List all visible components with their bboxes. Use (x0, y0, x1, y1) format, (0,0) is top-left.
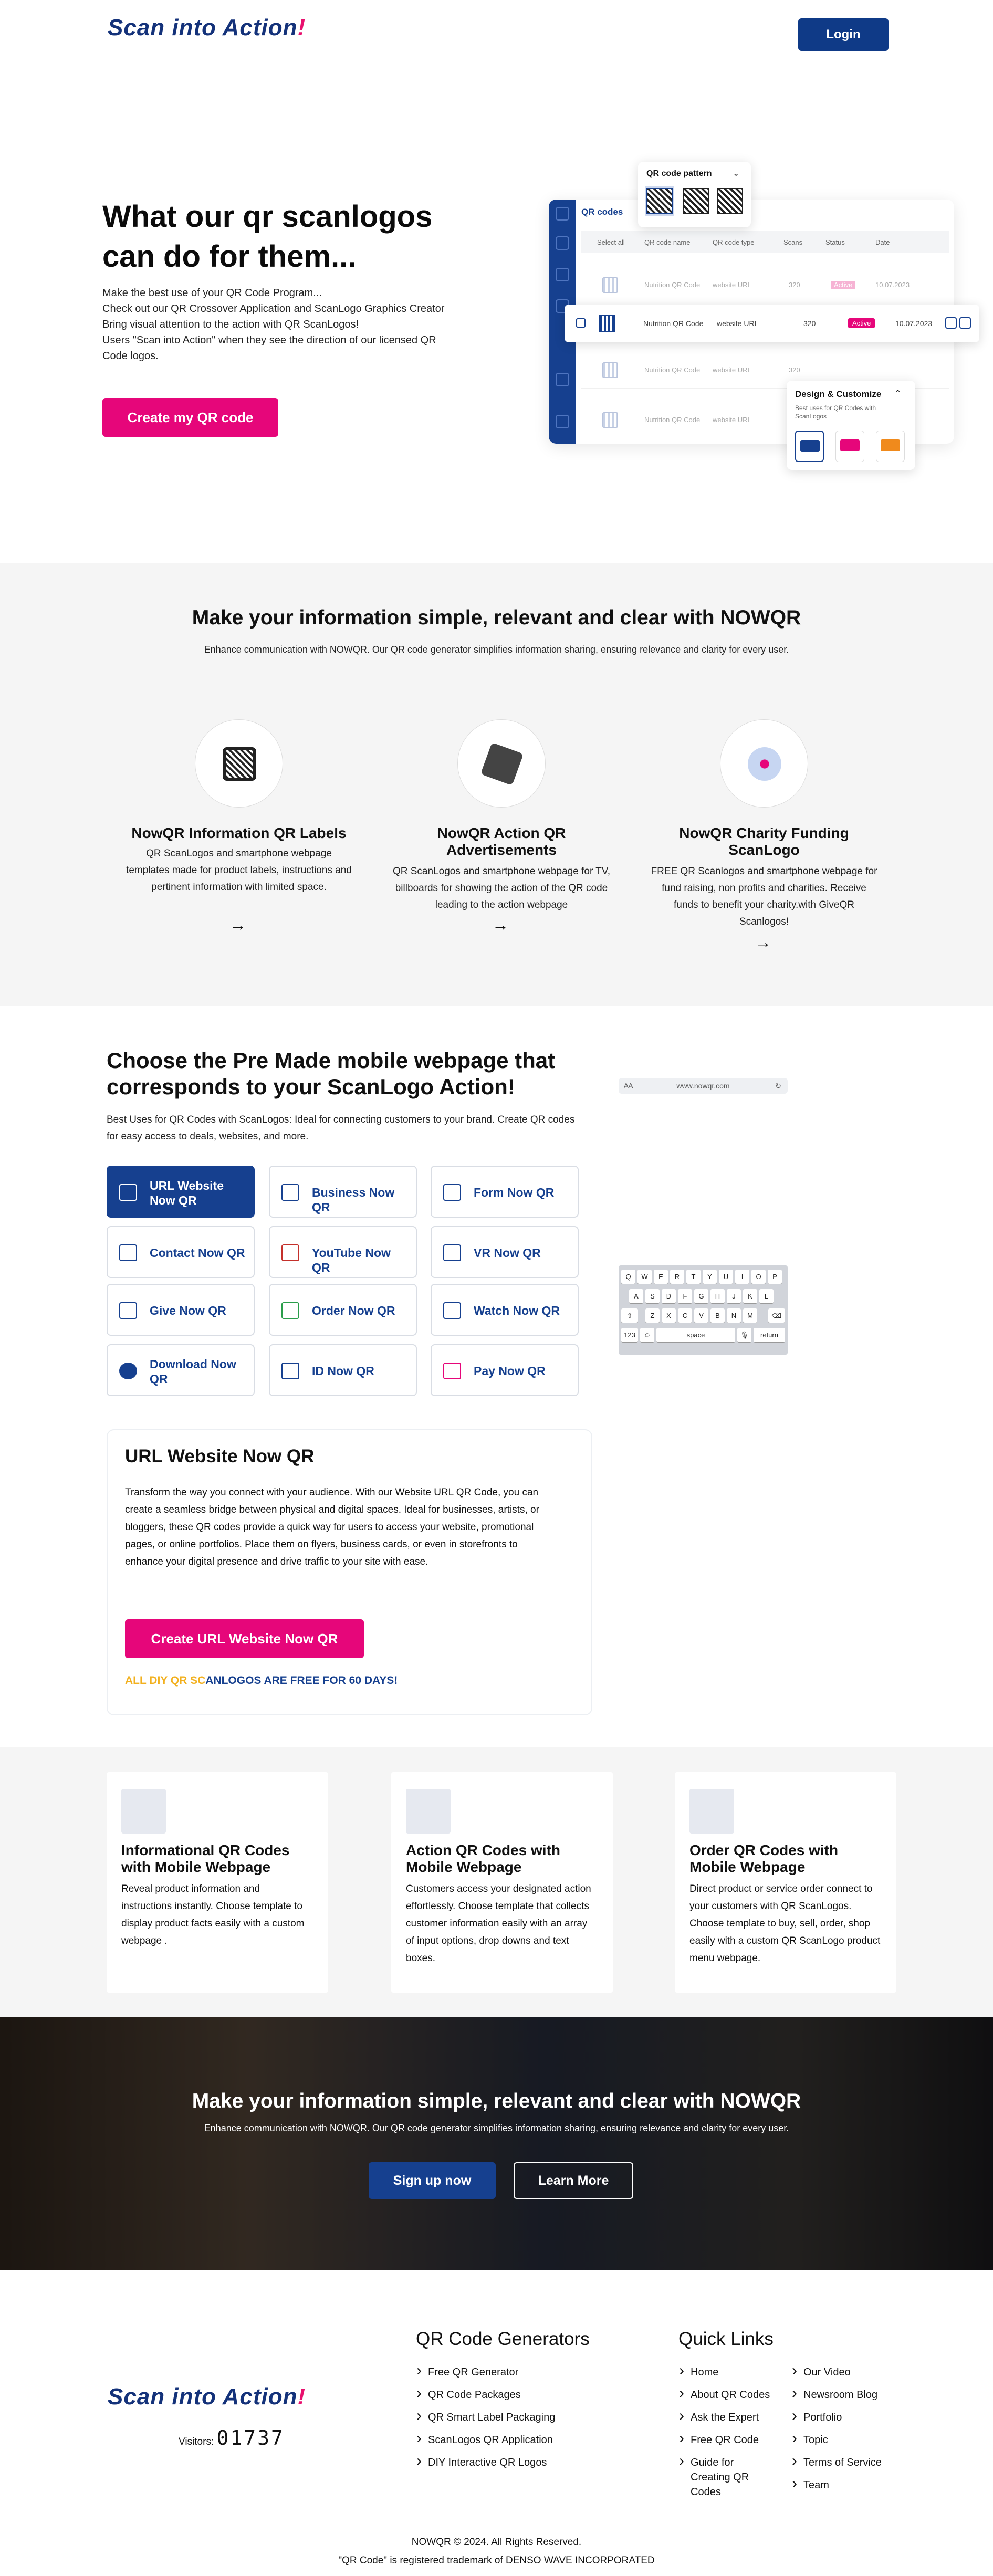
button-label: Contact Now QR (150, 1246, 245, 1260)
copyright: NOWQR © 2024. All Rights Reserved. (411, 2537, 582, 2548)
column-scans: Scans (783, 238, 803, 246)
row-name: Nutrition QR Code (644, 416, 701, 424)
give-now-qr-button[interactable] (107, 1284, 255, 1336)
feature-text: QR ScanLogos and smartphone webpage templates made for product labels, instructions and pertinent information with limited space. (126, 848, 352, 893)
button-label: Order Now QR (312, 1304, 395, 1317)
url-website-now-qr-button[interactable] (107, 1166, 255, 1218)
learn-more-button[interactable]: Learn More (514, 2162, 633, 2199)
phone-icon (119, 1244, 137, 1261)
keyboard-key: T (686, 1270, 701, 1284)
footer-link[interactable]: › About QR Codes (691, 2387, 780, 2402)
keyboard-key: B (710, 1308, 725, 1323)
swatch-color (840, 439, 860, 451)
sign-up-button[interactable]: Sign up now (369, 2162, 496, 2199)
keyboard-key: A (629, 1289, 643, 1303)
reload-icon: ↻ (775, 1082, 781, 1090)
keyboard-key: R (670, 1270, 684, 1284)
button-label: Form Now QR (474, 1186, 555, 1199)
qr-pattern-option-icon[interactable] (683, 188, 709, 214)
pay-now-qr-button[interactable] (431, 1344, 579, 1396)
dashboard-header: QR codes (581, 207, 623, 217)
generators-heading: QR Code Generators (416, 2329, 590, 2349)
free-promo-b: ANLOGOS ARE FREE FOR 60 DAYS! (205, 1674, 398, 1687)
numbers-key: 123 (621, 1328, 638, 1342)
download-icon (119, 1363, 137, 1379)
mic-icon: 🎙 (737, 1328, 751, 1342)
cta-banner-title: Make your information simple, relevant and clear with NOWQR (192, 2090, 801, 2112)
row-name: Nutrition QR Code (643, 319, 704, 328)
chevron-up-icon: ⌃ (894, 389, 902, 398)
www-icon (119, 1184, 137, 1201)
card-title: Order QR Codes with Mobile Webpage (689, 1842, 839, 1875)
qr-pattern-popup (638, 162, 751, 227)
row-scans: 320 (789, 366, 800, 374)
column-status: Status (825, 238, 845, 246)
order-cart-icon (281, 1302, 299, 1319)
button-label: ID Now QR (312, 1364, 374, 1378)
qr-pattern-option-icon[interactable] (717, 188, 743, 214)
status-badge: Active (848, 318, 875, 328)
button-label: Watch Now QR (474, 1304, 560, 1317)
swatch-color (881, 439, 900, 451)
feature-title: NowQR Charity Funding ScanLogo (679, 825, 849, 858)
qr-type-card (675, 1772, 896, 1993)
login-button[interactable]: Login (798, 18, 889, 51)
footer-link[interactable]: › Guide for Creating QR Codes (691, 2455, 759, 2499)
footer-link[interactable]: › Portfolio (803, 2410, 908, 2425)
info-qr-icon (121, 1789, 166, 1834)
footer-link[interactable]: › Newsroom Blog (803, 2387, 908, 2402)
order-qr-icon (689, 1789, 734, 1834)
button-label: Pay Now QR (474, 1364, 546, 1378)
column-date: Date (875, 238, 890, 246)
footer-link[interactable]: › Topic (803, 2433, 908, 2447)
row-date: 10.07.2023 (875, 281, 910, 289)
logo-text: Scan into Action (108, 2384, 298, 2410)
id-now-qr-button[interactable] (269, 1344, 417, 1396)
keyboard-key: V (694, 1308, 708, 1323)
button-label: VR Now QR (474, 1246, 541, 1260)
footer-logo[interactable] (108, 2384, 306, 2410)
charity-icon (720, 719, 808, 808)
keyboard-key: U (719, 1270, 733, 1284)
free-promo-a: ALL DIY QR SC (125, 1674, 206, 1687)
qr-thumb-icon (602, 412, 618, 428)
vr-headset-icon (443, 1244, 461, 1261)
dashboard-nav-icon (556, 415, 569, 428)
action-qr-icon (406, 1789, 451, 1834)
qr-pattern-option-icon[interactable] (646, 188, 673, 214)
keyboard-key: D (662, 1289, 676, 1303)
keyboard-key: E (654, 1270, 668, 1284)
keyboard-key: S (645, 1289, 660, 1303)
qr-type-card (391, 1772, 613, 1993)
create-qr-button[interactable]: Create my QR code (102, 398, 278, 437)
footer-link[interactable]: › QR Smart Label Packaging (428, 2410, 575, 2425)
logo-bang: ! (297, 15, 306, 40)
cta-banner-subtitle: Enhance communication with NOWQR. Our QR code generator simplifies information sharing, ensuring relevance and clarity for every user. (204, 2123, 789, 2133)
row-scans: 320 (803, 319, 816, 328)
card-title: Informational QR Codes with Mobile Webpage (121, 1842, 290, 1875)
template-title: URL Website Now QR (125, 1446, 315, 1467)
keyboard-key: F (678, 1289, 692, 1303)
hero-line: Users "Scan into Action" when they see the direction of our licensed QR Code logos. (102, 334, 436, 362)
select-all-label: Select all (597, 238, 625, 246)
keyboard-key: H (710, 1289, 725, 1303)
card-text: Customers access your designated action effortlessly. Choose template that collects customer information easily with an array of input options, drop downs and text boxes. (406, 1883, 591, 1964)
keyboard-key: K (743, 1289, 757, 1303)
qr-thumb-icon (602, 277, 618, 293)
site-logo[interactable] (108, 15, 306, 41)
feature-text: FREE QR Scanlogos and smartphone webpage for fund raising, non profits and charities. Receive funds to benefit your charity.with GiveQR Scanlogos! (651, 866, 877, 927)
footer-link[interactable]: › Free QR Code (691, 2433, 780, 2447)
dashboard-nav-icon (556, 373, 569, 386)
logo-bang: ! (297, 2384, 306, 2410)
row-date: 10.07.2023 (895, 319, 933, 328)
keyboard-key: M (743, 1308, 757, 1323)
briefcase-icon (281, 1184, 299, 1201)
keyboard-key: C (678, 1308, 692, 1323)
keyboard-key: L (759, 1289, 774, 1303)
return-key: return (754, 1328, 785, 1342)
feature-title: NowQR Action QR Advertisements (437, 825, 566, 858)
footer-link[interactable]: › Terms of Service (803, 2455, 908, 2470)
free-promo-text (125, 1674, 398, 1687)
card-text: Direct product or service order connect to your customers with QR ScanLogos. Choose template to buy, sell, order, shop easily with a custom QR ScanLogo product menu webpage. (689, 1883, 881, 1964)
phone-url: www.nowqr.com (676, 1082, 730, 1090)
color-swatch[interactable] (795, 431, 824, 462)
features-title: Make your information simple, relevant and clear with NOWQR (192, 606, 801, 629)
hero-description (102, 285, 449, 364)
feature-card (633, 676, 895, 1002)
footer-link[interactable]: › Ask the Expert (691, 2410, 780, 2425)
footer-link[interactable]: › Our Video (803, 2365, 908, 2380)
column-name: QR code name (644, 238, 691, 246)
hero-line: Check out our QR Crossover Application and ScanLogo Graphics Creator (102, 303, 445, 315)
button-label: YouTube Now QR (312, 1246, 391, 1274)
highlighted-row (565, 305, 979, 342)
selected-template-card (107, 1429, 592, 1715)
keyboard-key: Q (621, 1270, 635, 1284)
share-icon (945, 317, 957, 329)
column-type: QR code type (713, 238, 755, 246)
footer-link[interactable]: › QR Code Packages (428, 2387, 575, 2402)
download-icon (959, 317, 971, 329)
logo-text: Scan into Action (108, 15, 298, 40)
premade-subtitle: Best Uses for QR Codes with ScanLogos: Ideal for connecting customers to your brand. Create QR codes for easy access to deals, websites, and more. (107, 1114, 575, 1142)
color-swatch[interactable] (835, 431, 864, 462)
cube-icon (457, 719, 546, 808)
trademark-notice: "QR Code" is registered trademark of DENSO WAVE INCORPORATED (338, 2555, 655, 2566)
row-type: website URL (713, 416, 751, 424)
keyboard-key: G (694, 1289, 708, 1303)
row-name: Nutrition QR Code (644, 366, 701, 374)
button-label: Business Now QR (312, 1186, 395, 1214)
hero-title: What our qr scanlogos can do for them... (102, 200, 433, 274)
vr-now-qr-button[interactable] (431, 1226, 579, 1278)
dashboard-nav-icon (556, 268, 569, 281)
business-now-qr-button[interactable] (269, 1166, 417, 1218)
pattern-title: QR code pattern (646, 169, 712, 178)
feature-card (108, 676, 370, 1002)
pay-icon (443, 1363, 461, 1379)
template-text: Transform the way you connect with your audience. With our Website URL QR Code, you can create a seamless bridge between physical and digital spaces. Ideal for businesses, artists, or bloggers, these QR codes provide a quick way for users to access your website, promotional pages, or online portfolios. Place them on flyers, business cards, or even in storefronts to enhance your digital presence and drive traffic to your site with ease. (125, 1487, 539, 1567)
design-customize-popup (787, 381, 915, 470)
footer-link[interactable]: › Free QR Generator (428, 2365, 575, 2380)
button-label: Give Now QR (150, 1304, 226, 1317)
dashboard-nav-icon (556, 207, 569, 221)
youtube-now-qr-button[interactable] (269, 1226, 417, 1278)
watch-icon (443, 1302, 461, 1319)
cta-banner-overlay (0, 2017, 993, 2270)
phone-keyboard (619, 1265, 788, 1355)
keyboard-key: N (727, 1308, 741, 1323)
hero-line: Bring visual attention to the action with QR ScanLogos! (102, 319, 359, 330)
feature-card (370, 676, 633, 1002)
row-scans: 320 (789, 281, 800, 289)
design-title: Design & Customize (795, 389, 882, 399)
give-hand-icon (119, 1302, 137, 1319)
keyboard-key: Z (645, 1308, 660, 1323)
color-swatch[interactable] (876, 431, 905, 462)
keyboard-key: O (751, 1270, 766, 1284)
feature-title: NowQR Information QR Labels (131, 825, 347, 841)
keyboard-key: J (727, 1289, 741, 1303)
swatch-color (800, 440, 820, 452)
features-subtitle: Enhance communication with NOWQR. Our QR code generator simplifies information sharing, ensuring relevance and clarity for every user. (204, 644, 789, 655)
feature-text: QR ScanLogos and smartphone webpage for TV, billboards for showing the action of the QR code leading to the action webpage (392, 866, 611, 910)
arrow-right-icon[interactable]: → (755, 933, 771, 951)
form-now-qr-button[interactable] (431, 1166, 579, 1218)
qr-thumb-icon (602, 362, 618, 378)
backspace-icon: ⌫ (768, 1308, 785, 1323)
premade-title: Choose the Pre Made mobile webpage that corresponds to your ScanLogo Action! (107, 1048, 556, 1099)
keyboard-key: W (637, 1270, 652, 1284)
qr-label-icon (195, 719, 283, 808)
row-type: website URL (717, 319, 759, 328)
card-text: Reveal product information and instructions instantly. Choose template to display product facts easily with a custom webpage . (121, 1883, 305, 1946)
keyboard-key: I (735, 1270, 749, 1284)
checkbox-icon (576, 318, 586, 328)
contact-now-qr-button[interactable] (107, 1226, 255, 1278)
keyboard-key: Y (703, 1270, 717, 1284)
card-title: Action QR Codes with Mobile Webpage (406, 1842, 560, 1875)
quick-links-heading: Quick Links (678, 2329, 774, 2349)
row-type: website URL (713, 366, 751, 374)
phone-address-bar (619, 1078, 788, 1094)
footer-link[interactable]: › Team (803, 2478, 908, 2493)
row-status: Active (831, 281, 855, 289)
visitor-counter (179, 2426, 285, 2449)
footer-link[interactable]: › ScanLogos QR Application (428, 2433, 575, 2447)
youtube-icon (281, 1244, 299, 1261)
id-card-icon (281, 1363, 299, 1379)
dashboard-column-header (581, 231, 949, 253)
footer-link[interactable]: › Home (691, 2365, 780, 2380)
footer-link[interactable]: › DIY Interactive QR Logos (428, 2455, 575, 2470)
hero-line: Make the best use of your QR Code Program... (102, 287, 322, 299)
visitors-count: 01737 (216, 2426, 285, 2449)
dashboard-nav-icon (556, 236, 569, 250)
button-label: Download Now QR (150, 1357, 236, 1386)
design-sub: Best uses for QR Codes with ScanLogos (795, 404, 876, 420)
table-row (581, 267, 949, 303)
button-label: URL Website Now QR (150, 1179, 224, 1207)
arrow-right-icon[interactable]: → (229, 915, 246, 934)
watch-now-qr-button[interactable] (431, 1284, 579, 1336)
arrow-right-icon[interactable]: → (492, 915, 509, 934)
row-name: Nutrition QR Code (644, 281, 701, 289)
order-now-qr-button[interactable] (269, 1284, 417, 1336)
keyboard-key: X (662, 1308, 676, 1323)
chevron-down-icon: ⌄ (733, 169, 740, 178)
text-size-icon: AA (624, 1082, 633, 1090)
space-key: space (656, 1328, 735, 1342)
keyboard-key: P (768, 1270, 782, 1284)
row-type: website URL (713, 281, 751, 289)
qr-type-card (107, 1772, 328, 1993)
shift-icon: ⇧ (621, 1308, 638, 1323)
visitors-label: Visitors: (179, 2436, 214, 2447)
qr-thumb-icon (599, 315, 615, 332)
form-icon (443, 1184, 461, 1201)
create-url-website-button[interactable]: Create URL Website Now QR (125, 1619, 364, 1658)
download-now-qr-button[interactable] (107, 1344, 255, 1396)
emoji-icon: ☺ (640, 1328, 654, 1342)
